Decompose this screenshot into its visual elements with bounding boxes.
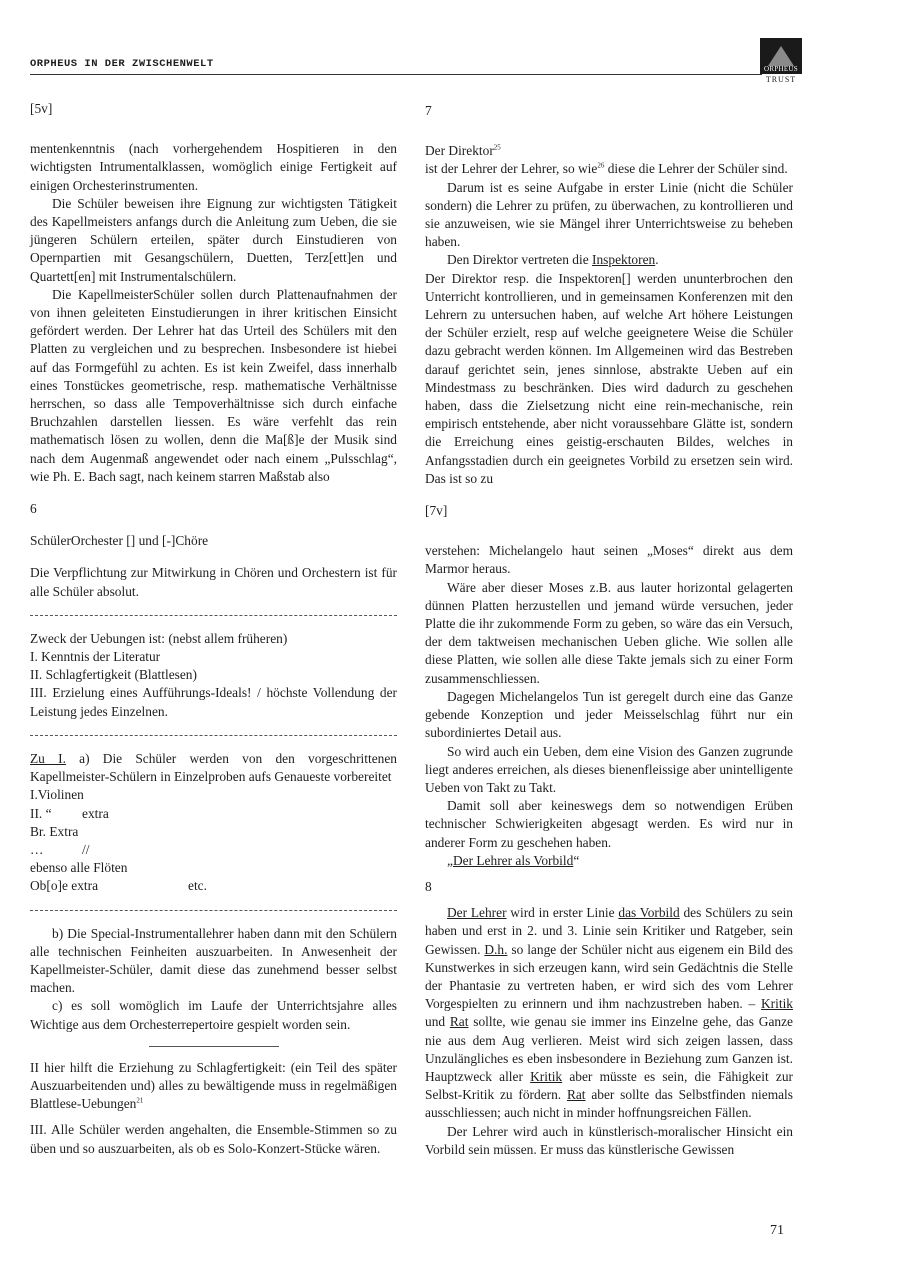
running-title: ORPHEUS IN DER ZWISCHENWELT <box>30 58 214 70</box>
underlined-term: D.h. <box>484 941 508 957</box>
paragraph: Zweck der Uebungen ist: (nebst allem früheren) <box>30 630 288 646</box>
paragraph <box>425 160 793 178</box>
paragraph <box>425 251 793 269</box>
list-item: III. Erzielung eines Aufführungs-Ideals! / höchste Vollendung der Leistung jedes Einzelnen. <box>30 685 397 719</box>
paragraph: c) es soll womöglich im Laufe der Unterrichtsjahre alles Wichtige aus dem Orchesterrepertoire gespielt worden sein. <box>30 998 397 1032</box>
paragraph: Darum ist es seine Aufgabe in erster Linie (nicht die Schüler sondern) die Lehrer zu prüfen, zu überwachen, zu kontrollieren und sie anzuweisen, wie sie Mängel ihrer Unterrichtsweise zu beheben haben. <box>425 179 793 250</box>
quote-mark: “ <box>573 852 580 868</box>
list-value: extra <box>82 805 109 821</box>
orpheus-trust-logo <box>760 38 802 88</box>
short-divider <box>149 1046 279 1047</box>
folio-7v: [7v] <box>425 503 448 519</box>
section-heading: SchülerOrchester [] und [-]Chöre <box>30 533 209 549</box>
paragraph: verstehen: Michelangelo haut seinen „Moses“ direkt aus dem Marmor heraus. <box>425 543 793 577</box>
paragraph-text: aber sollte das Selbstfinden niemals ausschliessen; auch nicht in minder hoffnungsreichen Fällen. <box>425 1087 793 1121</box>
list-value: etc. <box>188 878 207 894</box>
paragraph-text: sollte, wie genau sie immer ins Einzelne gehe, das Ganze nie aus dem Aug verlieren. Meist wird sich zeigen lassen, dass Unzulängliches es eben insbesondere in Beziehung zum Ganzen ist. Hauptzweck aller <box>425 1014 793 1084</box>
paragraph: b) Die Special-Instrumentallehrer haben dann mit den Schülern alle technischen Feinheiten auszuarbeiten. In Anwesenheit der Kapellmeister-Schüler, damit diese das zunehmend besser selbst machen. <box>30 925 397 996</box>
underlined-term: Der Lehrer <box>447 905 507 921</box>
paragraph: mentenkenntnis (nach vorhergehendem Hospitieren in den wichtigsten Intrumentalklassen, womöglich einige Fertigkeit auf einigen Orchesterinstrumenten. <box>30 141 397 193</box>
underlined-term: Kritik <box>761 996 793 1012</box>
paragraph-text: aber müsste es sein, die Fähigkeit zur Selbst-Kritik zu fördern. <box>425 1068 793 1103</box>
footnote-ref: 25 <box>493 143 501 152</box>
list-item: II. Schlagfertigkeit (Blattlesen) <box>30 667 197 683</box>
paragraph-text: . <box>655 252 659 268</box>
paragraph <box>30 1059 397 1114</box>
paragraph <box>30 750 397 786</box>
list-item: I.Violinen <box>30 787 84 803</box>
list-label: … <box>30 841 44 857</box>
logo-name: ORPHEUS <box>764 65 798 73</box>
underlined-term: das Vorbild <box>618 905 680 921</box>
paragraph: Damit soll aber keineswegs dem so notwendigen Erüben technischer Schwierigkeiten abgesagt werden. Es wird nur in anderer Form zu geschehen haben. <box>425 798 793 850</box>
list-item: I. Kenntnis der Literatur <box>30 649 161 665</box>
zu-i-label: Zu I. <box>30 750 66 766</box>
paragraph-text: des Schülers zu sein haben und erst in 2. und 3. Linie sein Kritiker und Ratgeber, sein Gewissen. <box>425 905 793 957</box>
underlined-term: Rat <box>449 1014 469 1030</box>
paragraph-text: diese die Lehrer der Schüler sind. <box>604 161 788 177</box>
paragraph-text: Den Direktor vertreten die <box>447 252 593 268</box>
left-column <box>30 100 397 1158</box>
underlined-term: Kritik <box>530 1068 563 1084</box>
paragraph: Die KapellmeisterSchüler sollen durch Plattenaufnahmen der von ihnen geleiteten Einstudierungen in ihrer kritischen Einsicht gefördert werden. Der Lehrer hat das Urteil des Schülers mit den Platten zu vergleichen und zu besprechen. Insbesondere ist hiebei auf das Formgefühl zu achten. Es ist kein Zweifel, dass innerhalb eines Tonstückes geometrische, resp. mathematische Verhältnisse herrschen, so dass alle Tempoverhältnisse sich durch einfache Bruchzahlen darstellen liessen. Es wäre verfehlt das rein mathematisch lösen zu wollen, denn die Ma[ß]e der Musik sind nach dem Augenmaß angewendet oder nach einem „Pulsschlag“, wie Ph. E. Bach sagt, nach keinem starren Maßstab also <box>30 286 397 484</box>
list-item <box>30 805 397 823</box>
footnote-ref: 21 <box>136 1096 144 1105</box>
logo-triangle-icon <box>768 46 794 66</box>
paragraph: Der Lehrer wird auch in künstlerisch-moralischer Hinsicht ein Vorbild sein müssen. Er muss das künstlerische Gewissen <box>425 1123 793 1157</box>
heading-text: Der Lehrer als Vorbild <box>452 852 574 868</box>
zu-i-text: a) Die Schüler werden von den vorgeschrittenen Kapellmeister-Schülern in Einzelproben aufs Genaueste vorbereitet <box>30 750 397 785</box>
section-number-8: 8 <box>425 878 432 894</box>
list-label: Ob[o]e extra <box>30 878 99 894</box>
list-item <box>30 877 397 895</box>
list-item: Br. Extra <box>30 823 79 839</box>
underlined-term: Inspektoren <box>592 252 656 268</box>
paragraph-text: und <box>425 1014 450 1030</box>
right-column <box>425 102 793 1159</box>
section-number-6: 6 <box>30 501 37 517</box>
quote-mark: „ <box>447 852 453 868</box>
logo-trust: TRUST <box>765 75 797 84</box>
paragraph-text: II hier hilft die Erziehung zu Schlagfertigkeit: (ein Teil des später Auszuarbeitenden und) alles zu bewältigende muss in regelmäßigen Blattlese-Uebungen <box>30 1059 397 1112</box>
paragraph <box>425 904 793 1122</box>
paragraph: So wird auch ein Ueben, dem eine Vision des Ganzen zugrunde liegt anderes erreichen, als dieses bienenfleissige aber unintelligente Ueben von Takt zu Takt. <box>425 743 793 795</box>
paragraph-text: so lange der Schüler nicht aus eigenem ein Bild des Kunstwerkes in sich erzeugen kann, wird sein Gedächtnis die Stelle der Phantasie zu vertreten haben, er wird sich des vom Lehrer Vorgespielten zu erinnern und ihm nachzustreben haben. – <box>425 941 793 1012</box>
paragraph-text: ist der Lehrer der Lehrer, so wie <box>425 161 598 177</box>
list-value: // <box>82 841 90 857</box>
folio-5v: [5v] <box>30 101 53 116</box>
paragraph: Der Direktor resp. die Inspektoren[] werden ununterbrochen den Unterricht kontrollieren, und in gemeinsamen Konferenzen mit den Lehrern zu untersuchen haben, auf welche Art höhere Leistungen der Schüler erzielt, resp auf welche geeignetere Weise die Schüler dazu gebracht werden können. Im Allgemeinen wird das Bestreben darauf gerichtet sein, jenes sinnlose, abstrakte Ueben auf ein Mindestmass zu beschränken. Dies wird dadurch zu geschehen haben, dass die Zielsetzung nicht eine rein-mechanische, rein empirisch entstehende, aber nicht voraussehbare Glätte ist, sondern die Erreichung eines geistig-erschauten Bildes, welches in Anfangsstadien durch ein geeignetes Vorbild zu ersetzen sein wird. Das ist so zu <box>425 270 793 486</box>
paragraph: Wäre aber dieser Moses z.B. aus lauter horizontal gelagerten dünnen Platten herzustellen und jemand würde versuchen, jeder Platte die ihr zukommende Form zu geben, so wäre das ein Versuch, der dem taktweisen mechanischen Ueben gliche. Wie sollen alle diese Platten, wie sollen alle diese Takte jemals sich zu einer Form zusammenschliessen. <box>425 579 793 686</box>
underlined-term: Rat <box>566 1087 586 1103</box>
paragraph: III. Alle Schüler werden angehalten, die Ensemble-Stimmen so zu üben und so auszuarbeiten, als ob es Solo-Konzert-Stücke wären. <box>30 1122 397 1156</box>
dashed-divider <box>30 735 397 736</box>
list-label: II. “ <box>30 805 52 821</box>
section-heading <box>425 852 793 870</box>
paragraph: Dagegen Michelangelos Tun ist geregelt durch eine das Ganze gebende Konzeption und jeder Meisselschlag führt nur ein subordiniertes Detail aus. <box>425 688 793 741</box>
paragraph: Die Verpflichtung zur Mitwirkung in Chören und Orchestern ist für alle Schüler absolut. <box>30 565 397 599</box>
dashed-divider <box>30 910 397 911</box>
dashed-divider <box>30 615 397 616</box>
header-rule <box>30 74 762 75</box>
list-item <box>30 841 397 859</box>
heading-text: Der Direktor <box>425 143 494 159</box>
section-heading <box>425 142 793 160</box>
page-number: 71 <box>770 1223 784 1238</box>
paragraph: Die Schüler beweisen ihre Eignung zur wichtigsten Tätigkeit des Kapellmeisters anfangs durch die Anleitung zum Ueben, die sie jüngeren Schülern erteilen, später durch Einstudieren von Opernpartien mit Gesangschülern, Duetten, Terz[ett]en und Quartett[en] mit Instrumentalschülern. <box>30 195 397 284</box>
section-number-7: 7 <box>425 103 432 118</box>
list-item: ebenso alle Flöten <box>30 860 128 876</box>
footnote-ref: 26 <box>597 161 605 170</box>
paragraph-text: wird in erster Linie <box>506 905 619 921</box>
